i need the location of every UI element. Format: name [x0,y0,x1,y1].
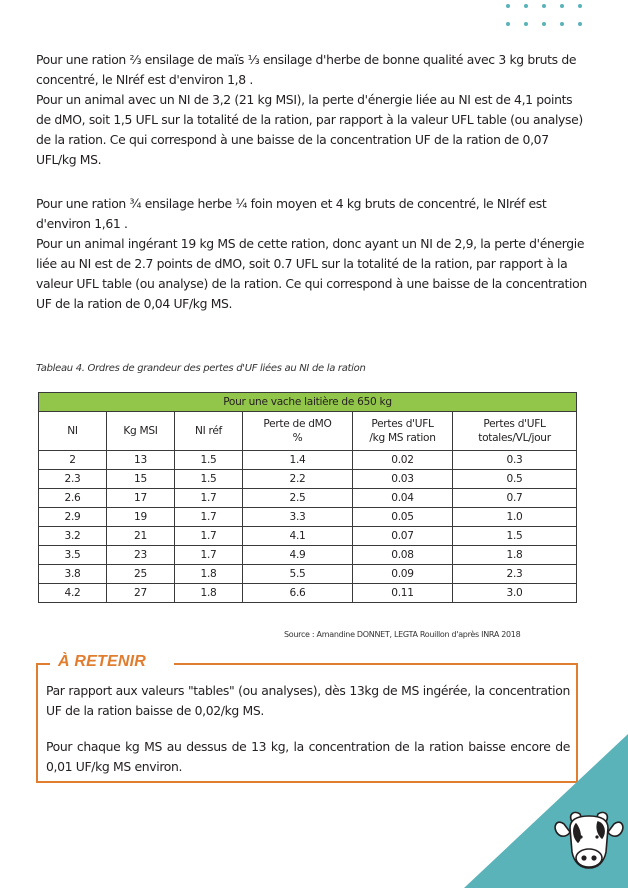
table-cell: 0.07 [353,527,453,546]
table-cell: 3.8 [39,565,107,584]
dot [542,4,546,8]
table-cell: 4.2 [39,584,107,603]
table-cell: 13 [107,451,175,470]
dot [524,4,528,8]
retenir-text: Pour chaque kg MS au dessus de 13 kg, la concentration de la ration baisse encore de 0,01 UF/kg MS environ. [46,739,570,774]
table-row [39,451,577,470]
table-cell: 2.3 [453,565,577,584]
dot [560,22,564,26]
column-header-line: Perte de dMO [263,418,332,430]
text-block-2 [36,194,588,314]
column-header [353,412,453,451]
dot [578,4,582,8]
paragraph: Pour un animal avec un NI de 3,2 (21 kg MSI), la perte d'énergie liée au NI est de 4,1 points de dMO, soit 1,5 UFL sur la totalité de la ration, par rapport à la valeur UFL table (ou analyse) de la ration. Ce qui correspond à une baisse de la concentration UF de la ration de 0,07 UFL/kg MS. [36,92,583,167]
table-cell: 1.8 [453,546,577,565]
text-block-1 [36,50,588,170]
table-cell: 1.5 [175,470,243,489]
column-header-line: totales/VL/jour [478,432,551,444]
paragraph: Pour une ration ¾ ensilage herbe ¼ foin moyen et 4 kg bruts de concentré, le NIréf est d'environ 1,61 . [36,196,547,231]
table-cell: 2.6 [39,489,107,508]
dot [506,22,510,26]
table-row [39,508,577,527]
table-cell: 2 [39,451,107,470]
table-cell: 0.02 [353,451,453,470]
table-cell: 0.11 [353,584,453,603]
table-cell: 2.5 [243,489,353,508]
column-header [453,412,577,451]
table-cell: 0.7 [453,489,577,508]
teal-corner-triangle [464,734,628,888]
table-banner: Pour une vache laitière de 650 kg [39,393,577,412]
retenir-border [174,663,578,665]
table-cell: 4.1 [243,527,353,546]
dot [560,4,564,8]
table-cell: 0.09 [353,565,453,584]
table-cell: 0.5 [453,470,577,489]
table-row [39,489,577,508]
paragraph: Pour une ration ⅔ ensilage de maïs ⅓ ensilage d'herbe de bonne qualité avec 3 kg bruts de concentré, le NIréf est d'environ 1,8 . [36,52,577,87]
paragraph: Pour un animal ingérant 19 kg MS de cette ration, donc ayant un NI de 2,9, la perte d'énergie liée au NI est de 2.7 points de dMO, soit 0.7 UFL sur la totalité de la ration, par rapport à la valeur UFL table (ou analyse) de la ration. Ce qui correspond à une baisse de la concentration UF de la ration de 0,04 UF/kg MS. [36,236,587,311]
table-cell: 2.2 [243,470,353,489]
table-row [39,546,577,565]
table-cell: 1.7 [175,527,243,546]
table-cell: 23 [107,546,175,565]
table-cell: 0.08 [353,546,453,565]
table-source: Source : Amandine DONNET, LEGTA Rouillon d'après INRA 2018 [284,630,521,639]
column-header-line: Kg MSI [123,425,158,437]
table-cell: 0.3 [453,451,577,470]
table-cell: 1.7 [175,489,243,508]
dot [506,4,510,8]
table-header-row [39,412,577,451]
table-cell: 1.7 [175,508,243,527]
retenir-title: À RETENIR [58,653,147,670]
column-header [175,412,243,451]
table-cell: 5.5 [243,565,353,584]
table-cell: 1.5 [175,451,243,470]
column-header-line: Pertes d'UFL [371,418,434,430]
dot-grid-icon [506,4,592,34]
table-cell: 6.6 [243,584,353,603]
column-header [39,412,107,451]
table-cell: 25 [107,565,175,584]
table-cell: 3.0 [453,584,577,603]
column-header-line: % [292,432,303,444]
table-cell: 17 [107,489,175,508]
table-cell: 1.4 [243,451,353,470]
corner-decoration [464,734,628,888]
retenir-border [36,663,50,665]
table-cell: 1.8 [175,584,243,603]
table-row [39,470,577,489]
table-cell: 1.0 [453,508,577,527]
losses-table [38,392,577,603]
table-cell: 21 [107,527,175,546]
table-caption: Tableau 4. Ordres de grandeur des pertes d'UF liées au NI de la ration [36,363,366,374]
table-cell: 27 [107,584,175,603]
table-cell: 4.9 [243,546,353,565]
table-row [39,565,577,584]
column-header [243,412,353,451]
table-cell: 2.3 [39,470,107,489]
table-cell: 19 [107,508,175,527]
retenir-text: Par rapport aux valeurs "tables" (ou analyses), dès 13kg de MS ingérée, la concentration UF de la ration baisse de 0,02/kg MS. [46,683,570,718]
dot [542,22,546,26]
table-row [39,584,577,603]
table-cell: 0.05 [353,508,453,527]
column-header-line: Pertes d'UFL [483,418,546,430]
column-header-line: NI réf [195,425,222,437]
table-cell: 3.2 [39,527,107,546]
table-cell: 3.5 [39,546,107,565]
table-cell: 1.7 [175,546,243,565]
table-row [39,527,577,546]
table-cell: 1.8 [175,565,243,584]
table-cell: 0.03 [353,470,453,489]
column-header [107,412,175,451]
table-cell: 3.3 [243,508,353,527]
table-cell: 0.04 [353,489,453,508]
table-body [39,451,577,603]
table-cell: 1.5 [453,527,577,546]
dot [524,22,528,26]
table-cell: 15 [107,470,175,489]
column-header-line: /kg MS ration [369,432,436,444]
table-cell: 2.9 [39,508,107,527]
dot [578,22,582,26]
column-header-line: NI [67,425,78,437]
